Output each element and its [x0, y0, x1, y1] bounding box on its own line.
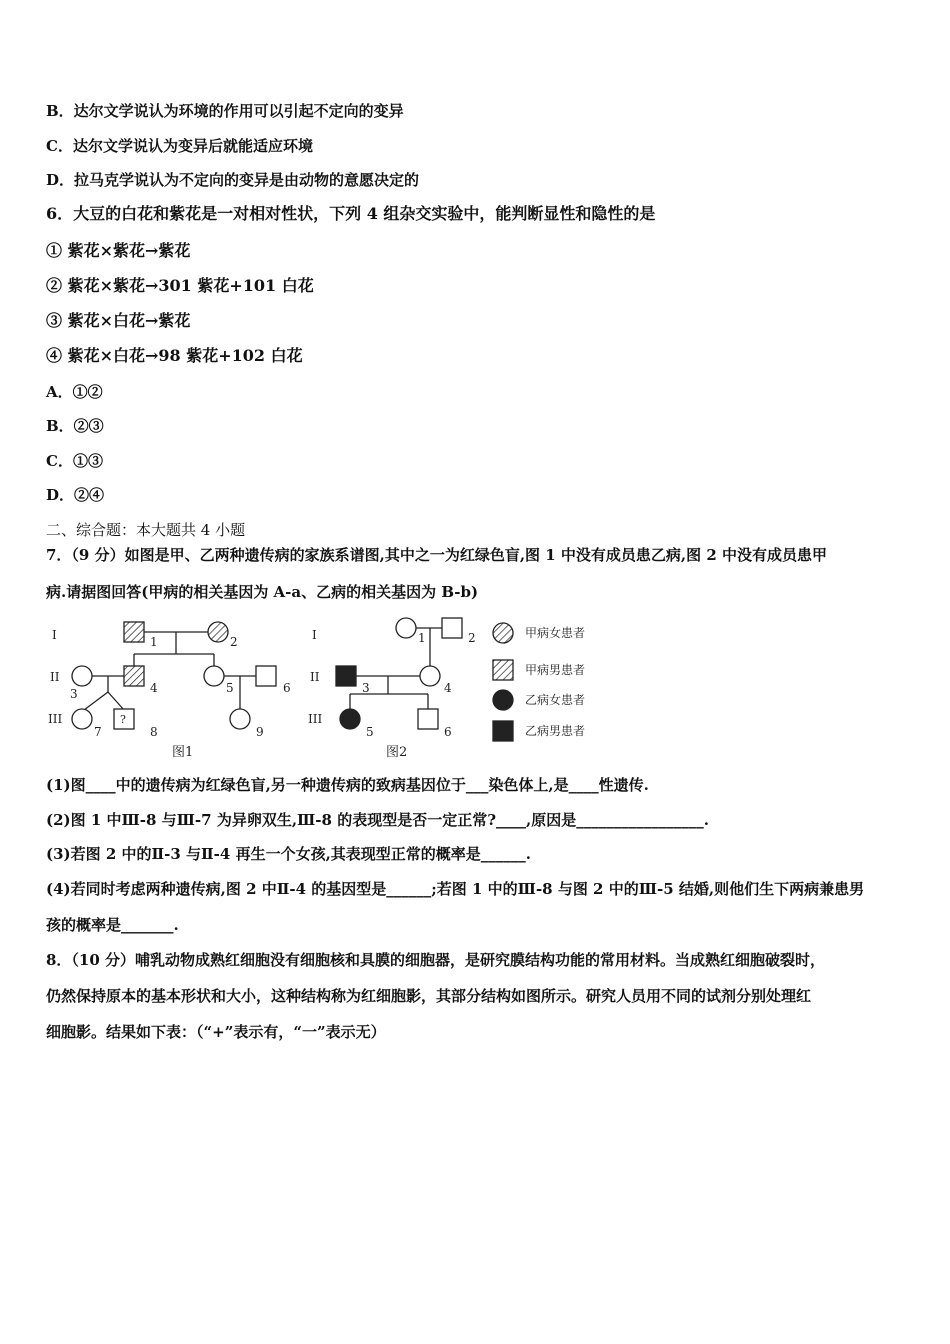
fig1-iii9-female: [230, 709, 250, 729]
fig2-gen-i-label: I: [312, 628, 317, 642]
fig2-num-2: 2: [468, 631, 476, 645]
fig1-gen-ii-label: II: [50, 670, 60, 684]
fig1-twin-line-right: [108, 692, 124, 710]
legend-hatched-circle: [493, 623, 513, 643]
fig1-caption: 图1: [172, 745, 194, 760]
q7-sub3: (3)若图 2 中的Ⅱ-3 与Ⅱ-4 再生一个女孩,其表现型正常的概率是______.: [46, 845, 532, 863]
fig1-num-8: 8: [150, 725, 158, 739]
fig1-num-6: 6: [283, 681, 291, 695]
fig2-i1-female: [396, 618, 416, 638]
q5-option-d: D．拉马克学说认为不定向的变异是由动物的意愿决定的: [46, 171, 420, 189]
fig2-num-1: 1: [418, 631, 426, 645]
fig1-num-3: 3: [70, 687, 78, 701]
q6-option-a: A．①②: [46, 383, 103, 401]
q6-option-d: D．②④: [46, 486, 105, 504]
q6-item-1: ① 紫花×紫花→紫花: [46, 241, 191, 260]
fig2-i2-male: [442, 618, 462, 638]
q8-line1: 8．（10 分）哺乳动物成熟红细胞没有细胞核和具膜的细胞器，是研究膜结构功能的常用材料。当成熟红细胞破裂时，: [46, 951, 826, 969]
q6-item-4: ④ 紫花×白花→98 紫花+102 白花: [46, 346, 303, 365]
q6-item-3: ③ 紫花×白花→紫花: [46, 311, 191, 330]
fig2-caption: 图2: [386, 745, 408, 760]
fig1-unknown-mark: ?: [120, 713, 126, 726]
fig1-num-4: 4: [150, 681, 158, 695]
fig1-ii3-female: [72, 666, 92, 686]
q6-stem: 6．大豆的白花和紫花是一对相对性状，下列 4 组杂交实验中，能判断显性和隐性的是: [46, 204, 656, 223]
q6-item-2: ② 紫花×紫花→301 紫花+101 白花: [46, 276, 314, 295]
fig2-iii5-affected-female: [340, 709, 360, 729]
fig1-gen-iii-label: III: [48, 712, 63, 726]
legend-label-1: 甲病女患者: [525, 626, 586, 640]
fig1-i1-affected-male: [124, 622, 144, 642]
fig1-gen-i-label: I: [52, 628, 57, 642]
fig2-iii6-male: [418, 709, 438, 729]
fig2-num-6: 6: [444, 725, 452, 739]
pedigree-figure: [40, 612, 620, 770]
fig1-num-5: 5: [226, 681, 234, 695]
q7-stem-line1: 7．（9 分）如图是甲、乙两种遗传病的家族系谱图,其中之一为红绿色盲,图 1 中没有成员患乙病,图 2 中没有成员患甲: [46, 546, 828, 564]
q5-option-c: C．达尔文学说认为变异后就能适应环境: [46, 137, 313, 155]
q7-sub4-line2: 孩的概率是_______.: [46, 916, 179, 934]
q7-sub2: (2)图 1 中Ⅲ-8 与Ⅲ-7 为异卵双生,Ⅲ-8 的表现型是否一定正常?____,原因是_________________.: [46, 811, 709, 829]
fig1-num-1: 1: [150, 635, 158, 649]
q6-option-b: B．②③: [46, 417, 104, 435]
q5-option-b: B．达尔文学说认为环境的作用可以引起不定向的变异: [46, 102, 404, 120]
fig1-num-2: 2: [230, 635, 238, 649]
fig1-twin-line-left: [84, 692, 108, 710]
section-heading: 二、综合题：本大题共 4 小题: [46, 521, 246, 539]
legend-hatched-square: [493, 660, 513, 680]
fig1-ii4-affected-male: [124, 666, 144, 686]
q8-line2: 仍然保持原本的基本形状和大小，这种结构称为红细胞影，其部分结构如图所示。研究人员用不同的试剂分别处理红: [46, 987, 812, 1005]
fig2-num-4: 4: [444, 681, 452, 695]
fig1-i2-affected-female: [208, 622, 228, 642]
fig2-ii3-affected-male: [336, 666, 356, 686]
fig2-gen-iii-label: III: [308, 712, 323, 726]
q8-line3: 细胞影。结果如下表：（“+”表示有，“一”表示无）: [46, 1023, 386, 1041]
legend-label-3: 乙病女患者: [525, 693, 586, 707]
q6-option-c: C．①③: [46, 452, 103, 470]
legend-label-2: 甲病男患者: [525, 663, 586, 677]
legend-filled-circle: [493, 690, 513, 710]
legend-label-4: 乙病男患者: [525, 724, 586, 738]
fig2-gen-ii-label: II: [310, 670, 320, 684]
fig1-ii5-female: [204, 666, 224, 686]
fig2-num-5: 5: [366, 725, 374, 739]
fig1-iii7-female: [72, 709, 92, 729]
legend-filled-square: [493, 721, 513, 741]
q7-stem-line2: 病.请据图回答(甲病的相关基因为 A-a、乙病的相关基因为 B-b): [46, 583, 479, 601]
fig1-num-9: 9: [256, 725, 264, 739]
fig1-ii6-male: [256, 666, 276, 686]
fig2-ii4-female: [420, 666, 440, 686]
fig1-num-7: 7: [94, 725, 102, 739]
q7-sub4-line1: (4)若同时考虑两种遗传病,图 2 中Ⅱ-4 的基因型是______;若图 1 中的Ⅲ-8 与图 2 中的Ⅲ-5 结婚,则他们生下两病兼患男: [46, 880, 865, 898]
q7-sub1: (1)图____中的遗传病为红绿色盲,另一种遗传病的致病基因位于___染色体上,是____性遗传.: [46, 776, 649, 794]
fig2-num-3: 3: [362, 681, 370, 695]
